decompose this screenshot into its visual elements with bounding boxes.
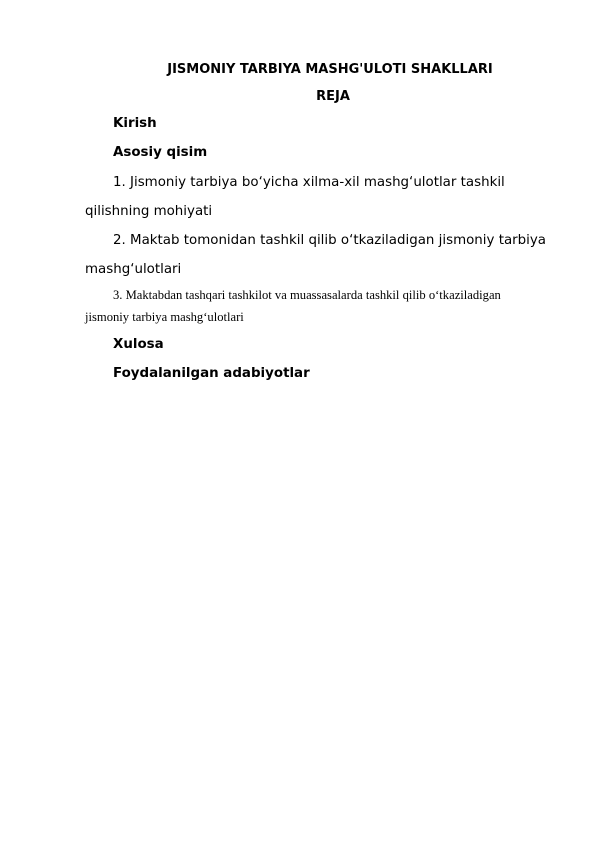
plan-item-2-line-1: 2. Maktab tomonidan tashkil qilib o‘tkaziladigan jismoniy tarbiya [113,233,547,248]
plan-item-2-line-2: mashg‘ulotlari [85,262,182,277]
section-intro: Kirish [113,116,157,131]
plan-item-1-line-1: 1. Jismoniy tarbiya bo‘yicha xilma-xil mashg‘ulotlar tashkil [113,175,505,190]
section-main-part: Asosiy qisim [113,145,208,160]
document-subtitle: REJA [316,89,350,104]
plan-item-3-line-1: 3. Maktabdan tashqari tashkilot va muassasalarda tashkil qilib o‘tkaziladigan [113,288,501,302]
section-conclusion: Xulosa [113,337,164,352]
section-references: Foydalanilgan adabiyotlar [113,366,310,381]
document-title: JISMONIY TARBIYA MASHG'ULOTI SHAKLLARI [167,62,493,77]
plan-item-3-line-2: jismoniy tarbiya mashg‘ulotlari [85,310,244,324]
plan-item-1-line-2: qilishning mohiyati [85,204,213,219]
